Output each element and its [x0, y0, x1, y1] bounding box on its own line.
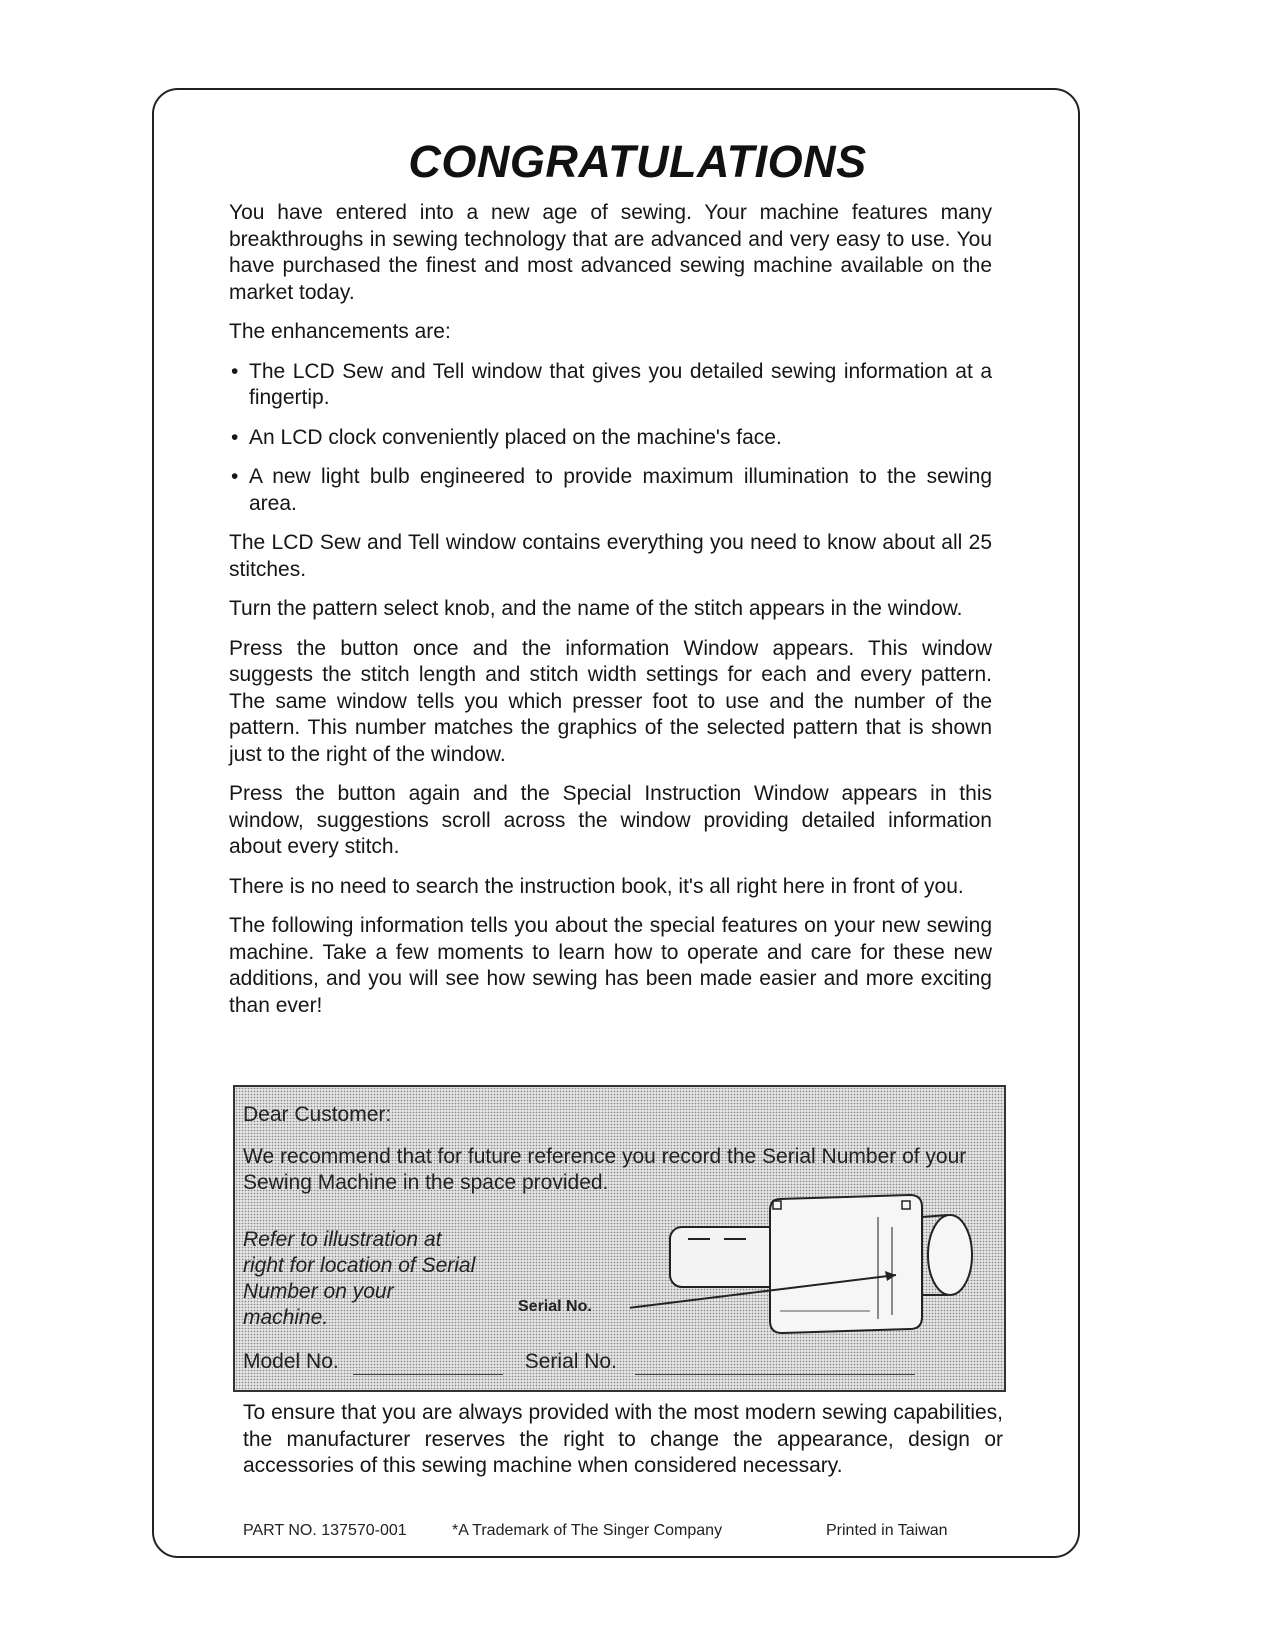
trademark-note: *A Trademark of The Singer Company: [452, 1522, 723, 1539]
intro-paragraph: You have entered into a new age of sewing. Your machine features many breakthroughs in sewing technology that are advanced and very easy to use. You have purchased the finest and most advanced sewing machine available on the market today.: [229, 201, 992, 304]
serial-number-label: Serial No.: [524, 1350, 617, 1373]
serial-record-row: [243, 1349, 915, 1375]
notice-refer-illustration: Refer to illustration at right for location of Serial Number on your machine.: [243, 1228, 476, 1329]
body-paragraph: There is no need to search the instruction book, it's all right here in front of you.: [229, 874, 964, 898]
body-paragraph: The following information tells you about the special features on your new sewing machine. Take a few moments to learn how to operate and care for these new additions, and you will see how sewing has been made easier and more exciting than ever!: [229, 914, 992, 1017]
enhancements-heading: The enhancements are:: [229, 320, 451, 343]
serial-number-notice: [233, 1085, 1006, 1392]
serial-number-blank: [635, 1354, 915, 1375]
body-paragraph: Turn the pattern select knob, and the name of the stitch appears in the window.: [229, 597, 963, 620]
page-title: CONGRATULATIONS: [408, 136, 867, 187]
sewing-machine-illustration: [630, 1187, 990, 1337]
model-number-label: Model No.: [243, 1350, 339, 1373]
model-number-blank: [353, 1354, 503, 1375]
notice-greeting: Dear Customer:: [243, 1103, 392, 1126]
disclaimer-paragraph: To ensure that you are always provided with the most modern sewing capabilities, the manufacturer reserves the right to change the appearance, design or accessories of this sewing machine when considered necessary.: [243, 1401, 1003, 1477]
enhancements-list: [229, 359, 992, 518]
enhancement-item: • The LCD Sew and Tell window that gives you detailed sewing information at a fingertip.: [229, 359, 992, 412]
serial-callout-label: Serial No.: [518, 1298, 592, 1315]
body-paragraph: Press the button again and the Special Instruction Window appears in this window, suggestions scroll across the window providing detailed information about every stitch.: [229, 782, 992, 858]
part-number: PART NO. 137570-001: [243, 1522, 407, 1539]
body-text: [229, 200, 992, 1032]
enhancement-item: • An LCD clock conveniently placed on the machine's face.: [229, 425, 992, 452]
body-paragraph: The LCD Sew and Tell window contains everything you need to know about all 25 stitches.: [229, 531, 992, 581]
notice-recommendation: We recommend that for future reference you record the Serial Number of your Sewing Machine in the space provided.: [243, 1145, 967, 1194]
printed-in: Printed in Taiwan: [826, 1522, 948, 1539]
body-paragraph: Press the button once and the information Window appears. This window suggests the stitch length and stitch width settings for each and every pattern. The same window tells you which presser foot to use and the number of the pattern. This number matches the graphics of the selected pattern that is shown just to the right of the window.: [229, 636, 992, 766]
enhancement-item: • A new light bulb engineered to provide maximum illumination to the sewing area.: [229, 464, 992, 517]
